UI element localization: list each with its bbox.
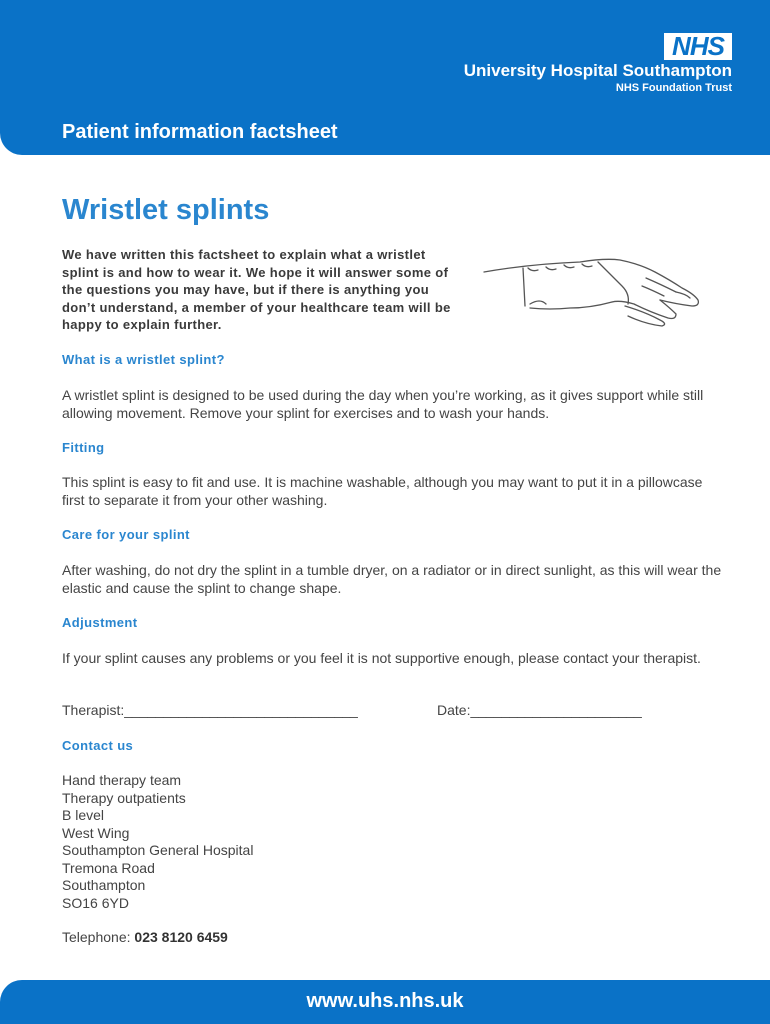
trust-subtitle: NHS Foundation Trust (615, 82, 732, 94)
address-line: Therapy outpatients (62, 789, 186, 806)
contact-address (62, 772, 253, 912)
section-heading: Fitting (62, 440, 105, 455)
section-body: A wristlet splint is designed to be used during the day when you’re working, as it gives support while still allowing movement. Remove your splint for exercises and to wash your hands. (62, 387, 704, 421)
section-heading: Care for your splint (62, 527, 190, 542)
address-line: SO16 6YD (62, 894, 129, 911)
telephone-number[interactable]: 023 8120 6459 (134, 929, 228, 945)
factsheet-label: Patient information factsheet (62, 121, 338, 143)
page-title: Wristlet splints (62, 194, 270, 226)
section-body: If your splint causes any problems or you feel it is not supportive enough, please contact your therapist. (62, 650, 701, 666)
section-heading: Adjustment (62, 615, 138, 630)
address-line: Tremona Road (62, 859, 155, 876)
address-line: Hand therapy team (62, 772, 182, 788)
address-line: Southampton (62, 877, 146, 893)
date-field[interactable]: Date:______________________ (437, 702, 642, 718)
telephone-label: Telephone: (62, 929, 135, 945)
section-body: This splint is easy to fit and use. It is machine washable, although you may want to put it in a pillowcase first to separate it from your other washing. (62, 474, 703, 508)
section-heading: What is a wristlet splint? (62, 352, 225, 367)
wristlet-splint-illustration (470, 238, 708, 330)
trust-name: University Hospital Southampton (463, 61, 732, 80)
therapist-field[interactable]: Therapist:______________________________ (62, 702, 358, 718)
nhs-logo: NHS (664, 33, 732, 60)
website-link[interactable]: www.uhs.nhs.uk (306, 990, 464, 1012)
section-body: After washing, do not dry the splint in a tumble dryer, on a radiator or in direct sunlight, as this will wear the elastic and cause the splint to change shape. (62, 562, 722, 596)
address-line: B level (62, 807, 105, 823)
address-line: Southampton General Hospital (62, 842, 254, 858)
contact-heading: Contact us (62, 738, 134, 753)
telephone (62, 929, 228, 945)
intro-paragraph: We have written this factsheet to explain what a wristlet splint is and how to wear it. We hope it will answer some of the questions you may have, but if there is anything you don’t understand, a member of your healthcare team will be happy to explain further. (62, 247, 451, 333)
address-line: West Wing (62, 824, 130, 841)
